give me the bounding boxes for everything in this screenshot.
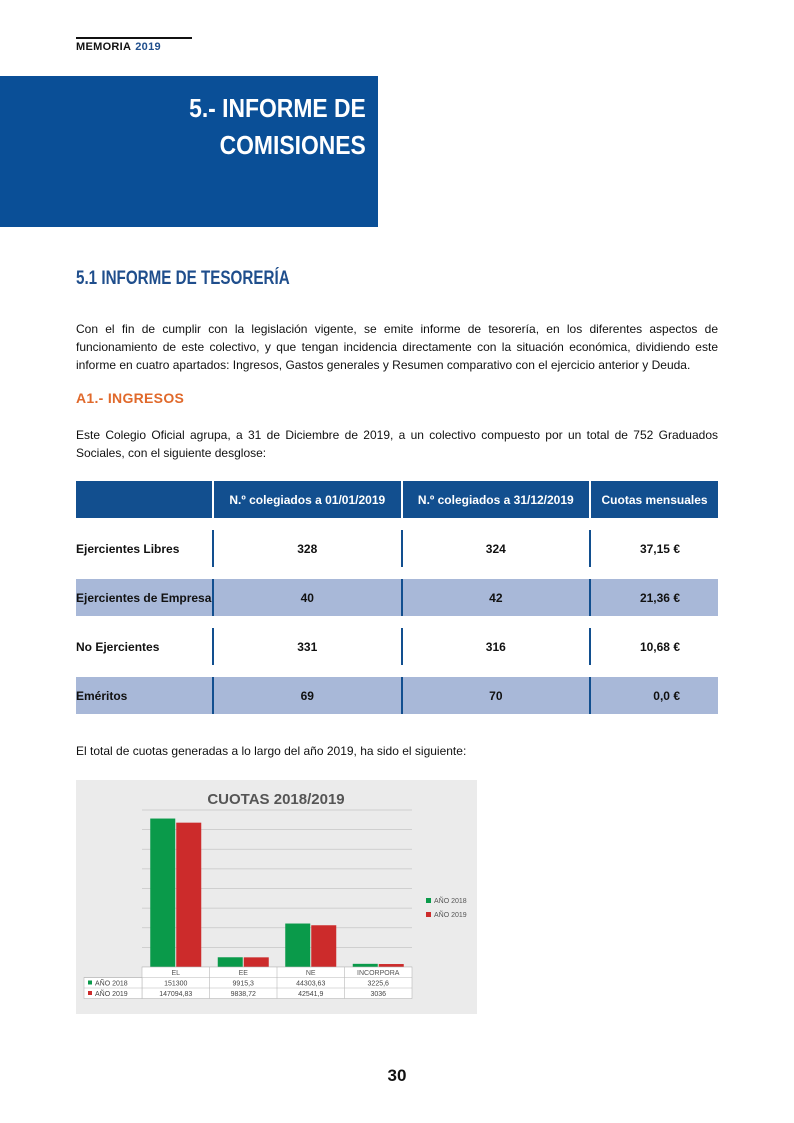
data-label: 9838,72 xyxy=(230,990,256,998)
row-label: Ejercientes de Empresa xyxy=(76,579,213,616)
legend-label: AÑO 2019 xyxy=(434,912,467,919)
row-label: No Ejercientes xyxy=(76,639,160,654)
row-end: 42 xyxy=(402,579,591,616)
data-label: 3225,6 xyxy=(367,980,389,988)
chapter-banner xyxy=(0,76,378,227)
category-label: EE xyxy=(238,969,248,977)
data-table-key-año-2018 xyxy=(88,981,92,985)
bar-incorpora-año-2019 xyxy=(379,964,404,967)
legend-key-año-2018 xyxy=(426,898,431,903)
colegio-paragraph: Este Colegio Oficial agrupa, a 31 de Diciembre de 2019, a un colectivo compuesto por un total de 752 Graduados Sociales, con el siguiente desglose: xyxy=(76,428,718,460)
data-label: 151300 xyxy=(164,980,188,988)
row-end: 316 xyxy=(402,628,591,665)
bar-incorpora-año-2018 xyxy=(353,964,378,967)
row-end: 324 xyxy=(402,530,591,567)
row-fee: 0,0 € xyxy=(590,677,718,714)
running-header xyxy=(76,41,161,53)
legend-label: AÑO 2018 xyxy=(434,898,467,905)
data-label: 147094,83 xyxy=(159,990,193,998)
row-start: 328 xyxy=(213,530,402,567)
fees-chart xyxy=(76,780,477,1014)
row-end: 70 xyxy=(402,677,591,714)
chapter-title xyxy=(189,90,366,164)
row-start: 331 xyxy=(213,628,402,665)
data-label: 44303,63 xyxy=(296,980,326,988)
data-label: 42541,9 xyxy=(298,990,324,998)
data-table-key-año-2019 xyxy=(88,991,92,995)
chapter-title-line2: COMISIONES xyxy=(219,130,366,160)
header-year: 2019 xyxy=(135,41,161,53)
bar-el-año-2018 xyxy=(150,819,175,967)
table-header-row xyxy=(76,481,718,518)
row-fee: 10,68 € xyxy=(590,628,718,665)
legend-key-año-2019 xyxy=(426,912,431,917)
row-label: Eméritos xyxy=(76,677,213,714)
category-label: NE xyxy=(305,969,316,977)
page-number: 30 xyxy=(387,1066,407,1085)
data-table-series-name: AÑO 2018 xyxy=(95,980,128,988)
bar-el-año-2019 xyxy=(176,823,201,967)
bar-ne-año-2018 xyxy=(285,924,310,967)
table-row xyxy=(76,530,718,567)
table-header-fee: Cuotas mensuales xyxy=(590,481,718,518)
subheading-ingresos: A1.- INGRESOS xyxy=(76,390,185,406)
bar-ee-año-2018 xyxy=(218,957,243,967)
table-header-start: N.º colegiados a 01/01/2019 xyxy=(213,481,402,518)
row-start: 69 xyxy=(213,677,402,714)
bar-ne-año-2019 xyxy=(311,925,336,967)
data-table-series-name: AÑO 2019 xyxy=(95,990,128,998)
category-label: EL xyxy=(171,969,181,977)
row-label: Ejercientes Libres xyxy=(76,541,180,556)
row-fee: 37,15 € xyxy=(590,530,718,567)
data-label: 3036 xyxy=(370,990,387,998)
bar-ee-año-2019 xyxy=(244,957,269,967)
row-fee: 21,36 € xyxy=(590,579,718,616)
header-title: MEMORIA xyxy=(76,41,132,53)
table-row xyxy=(76,579,718,616)
data-label: 9915,3 xyxy=(232,980,254,988)
section-title: 5.1 INFORME DE TESORERÍA xyxy=(76,268,290,289)
row-start: 40 xyxy=(213,579,402,616)
table-header-empty xyxy=(76,481,213,518)
header-rule xyxy=(76,37,192,39)
total-paragraph: El total de cuotas generadas a lo largo del año 2019, ha sido el siguiente: xyxy=(76,744,467,758)
chapter-title-line1: 5.- INFORME DE xyxy=(189,93,366,123)
table-header-end: N.º colegiados a 31/12/2019 xyxy=(402,481,591,518)
chart-title: CUOTAS 2018/2019 xyxy=(207,791,345,808)
intro-paragraph: Con el fin de cumplir con la legislación vigente, se emite informe de tesorería, en los diferentes aspectos de funcionamiento de este colectivo, y que tengan incidencia directamente con la situación económica, dividiendo este informe en cuatro apartados: Ingresos, Gastos generales y Resumen comparativo con el ejercicio anterior y Deuda. xyxy=(76,322,718,372)
table-row xyxy=(76,628,718,665)
table-row xyxy=(76,677,718,714)
fees-chart-svg xyxy=(76,780,477,1014)
members-table xyxy=(76,481,718,714)
category-label: INCORPORA xyxy=(357,969,400,977)
